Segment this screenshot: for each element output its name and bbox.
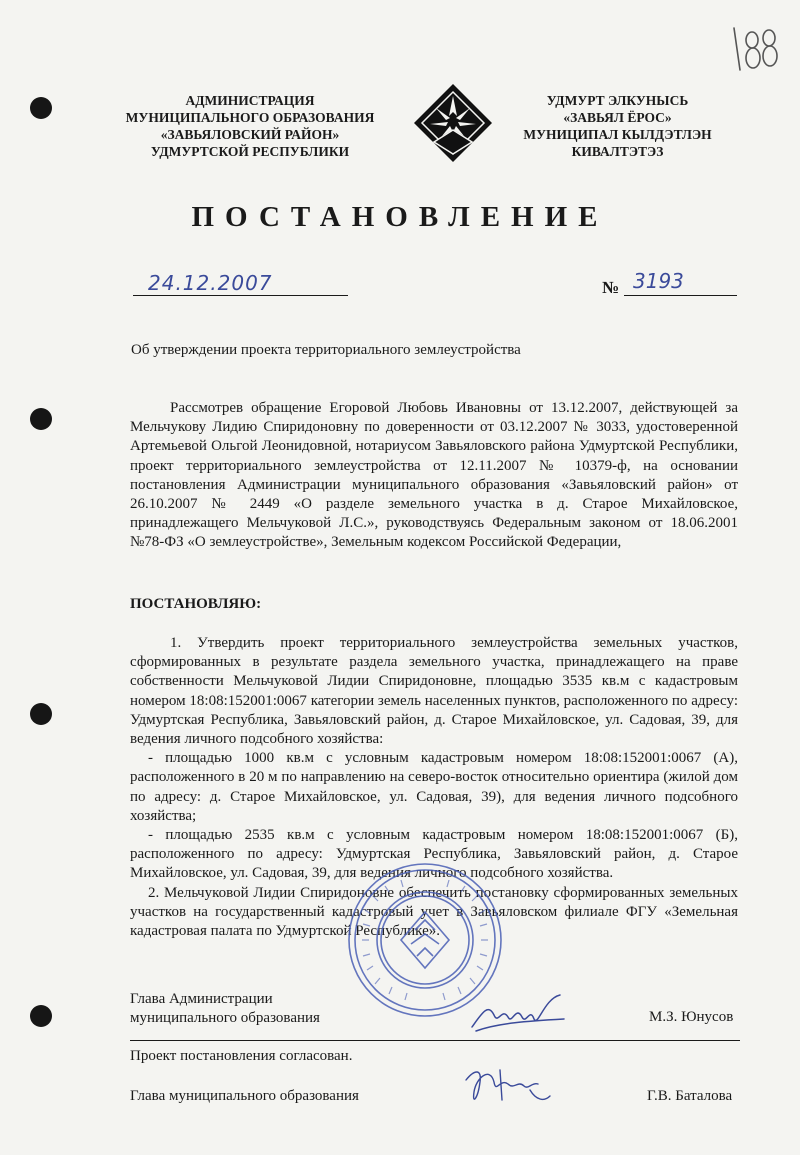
punch-hole	[30, 1005, 52, 1027]
handwritten-page-number	[726, 18, 782, 76]
preamble-paragraph	[130, 399, 738, 553]
item-2-text: 2. Мельчуковой Лидии Спиридоновне обеспечить постановку сформированных земельных участков на государственный кадастровый учет в Завьяловском филиале ФГУ «Земельная кадастровая палата по Удмуртской Республике».	[130, 884, 738, 940]
preamble-text: Рассмотрев обращение Егоровой Любовь Ивановны от 13.12.2007, действующей за Мельчукову Лидию Спиридоновну по доверенности от 03.12.2007 № 3033, удостоверенной Артемьевой Ольгой Леонидовной, нотариусом Завьяловского района Удмуртской Республики, проект территориального землеустройства от 12.11.2007 № 10379-ф, на основании постановления Администрации муниципального образования «Завьяловский район» от 26.10.2007 № 2449 «О разделе земельного участка в д. Старое Михайловское, принадлежащего Мельчуковой Л.С.», руководствуясь Федеральным законом от 18.06.2001 №78-ФЗ «О землеустройстве», Земельным кодексом Российской Федерации,	[130, 400, 738, 551]
number-underline	[624, 295, 737, 296]
approver-name: Г.В. Баталова	[647, 1088, 733, 1104]
header-right-line: КИВАЛТЭТЭЗ	[571, 144, 664, 159]
header-right	[510, 92, 725, 160]
header-left-line: УДМУРТСКОЙ РЕСПУБЛИКИ	[150, 144, 350, 159]
punch-hole	[30, 408, 52, 430]
item-1a	[130, 749, 738, 826]
signatory-title-line: муниципального образования	[130, 1010, 320, 1026]
document-subject: Об утверждении проекта территориального землеустройства	[131, 342, 521, 358]
signatory-title-line: Глава Администрации	[130, 991, 273, 1007]
item-1	[130, 634, 738, 749]
decree-word: ПОСТАНОВЛЯЮ:	[130, 596, 262, 612]
separator-line	[130, 1040, 740, 1041]
header-right-line: МУНИЦИПАЛ КЫЛДЭТЛЭН	[523, 127, 712, 142]
number-label: №	[602, 278, 620, 297]
header-right-line: УДМУРТ ЭЛКУНЫСЬ	[546, 93, 689, 108]
signatory-name: М.З. Юнусов	[649, 1009, 734, 1025]
item-1-text: 1. Утвердить проект территориального землеустройства земельных участков, сформированных в результате раздела земельного участка, принадлежащего на праве собственности Мельчуковой Лидии Спиридоновне, площадью 3535 кв.м с кадастровым номером 18:08:152001:0067 категории земель населенных пунктов, расположенного по адресу: Удмуртская Республика, Завьяловский район, д. Старое Михайловское, ул. Садовая, 39, для ведения личного подсобного хозяйства:	[130, 635, 738, 748]
document-date: 24.12.2007	[148, 271, 273, 295]
coat-of-arms-emblem	[412, 82, 494, 164]
header-left-line: АДМИНИСТРАЦИЯ	[185, 93, 315, 108]
signature-yunusov	[468, 993, 568, 1035]
header-right-line: «ЗАВЬЯЛ ЁРОС»	[563, 110, 672, 125]
signatory-title	[130, 990, 320, 1028]
punch-hole	[30, 97, 52, 119]
item-1a-text: - площадью 1000 кв.м с условным кадастровым номером 18:08:152001:0067 (А), расположенного в 20 м по направлению на северо-восток относительно ориентира (жилой дом по адресу: д. Старое Михайловское, ул. Садовая, 39), для ведения личного подсобного хозяйства;	[130, 750, 738, 824]
header-left	[115, 92, 385, 160]
punch-hole	[30, 703, 52, 725]
document-number: 3193	[633, 269, 684, 293]
approval-note: Проект постановления согласован.	[130, 1048, 353, 1064]
date-underline	[133, 295, 348, 296]
header-left-line: МУНИЦИПАЛЬНОГО ОБРАЗОВАНИЯ	[125, 110, 375, 125]
approver-title: Глава муниципального образования	[130, 1088, 359, 1104]
item-1b-text: - площадью 2535 кв.м с условным кадастровым номером 18:08:152001:0067 (Б), расположенного по адресу: Удмуртская Республика, Завьяловский район, д. Старое Михайловское, ул. Садовая, 39, для ведения личного подсобного хозяйства.	[130, 827, 738, 882]
header-left-line: «ЗАВЬЯЛОВСКИЙ РАЙОН»	[160, 127, 340, 142]
signature-batalova	[460, 1060, 555, 1115]
document-title: ПОСТАНОВЛЕНИЕ	[191, 201, 609, 233]
